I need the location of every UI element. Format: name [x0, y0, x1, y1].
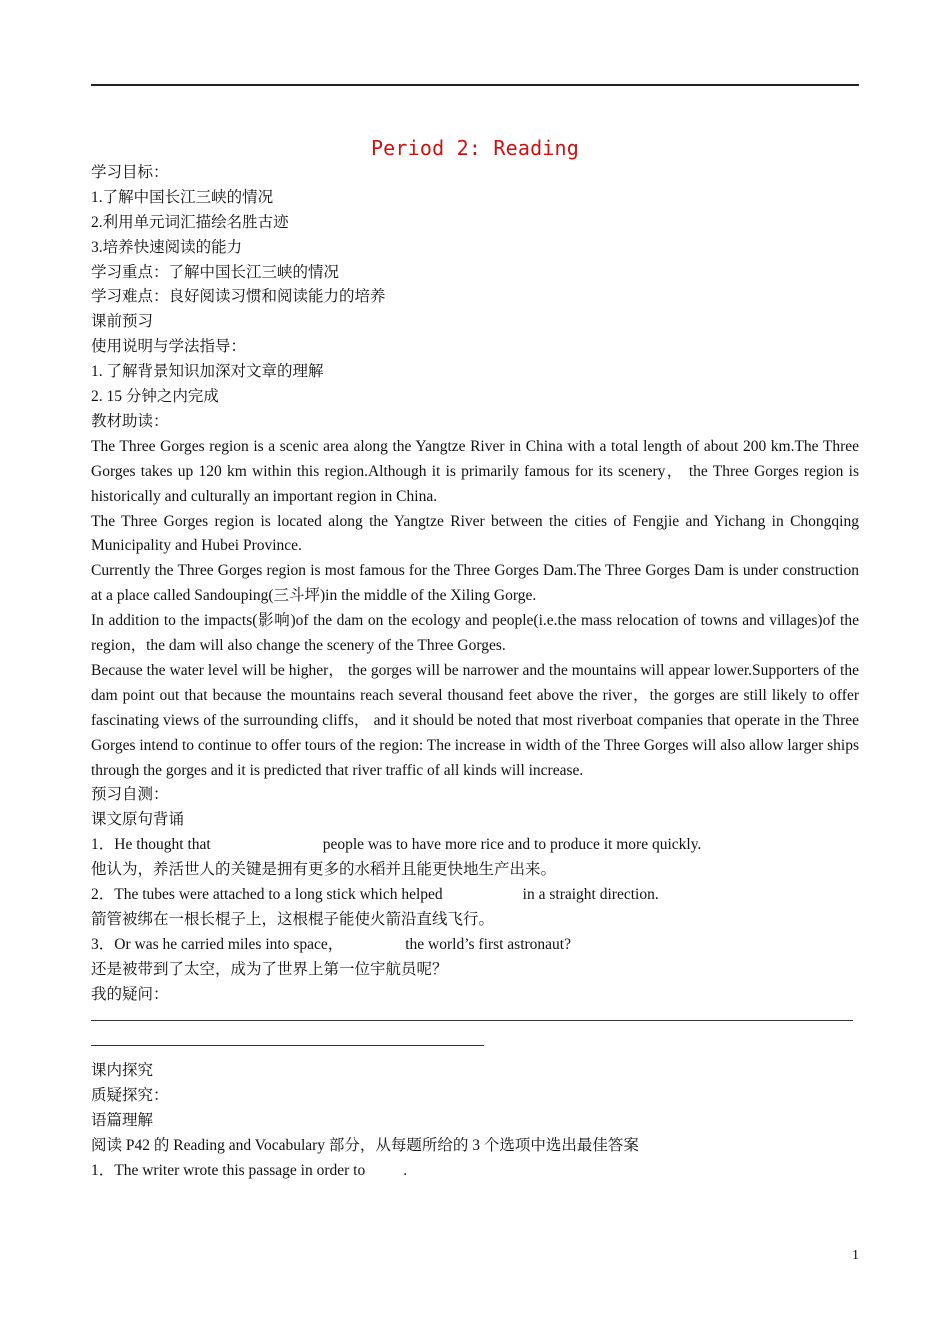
preview-heading: 课前预习	[91, 313, 154, 331]
sentence-2-before: The tubes were attached to a long stick which helped	[114, 886, 443, 904]
paragraph-1: The Three Gorges region is a scenic area along the Yangtze River in China with a total length of about 200 km.The Three Gorges takes up 120 km within this region.Although it is primarily famous for its scenery， the Three Gorges region is historically and culturally an important region in China.	[91, 437, 859, 505]
objective-1: 1.了解中国长江三峡的情况	[91, 188, 274, 206]
question-1-number: 1．	[91, 1161, 115, 1179]
self-test-heading: 预习自测：	[91, 786, 169, 804]
paragraph-2: The Three Gorges region is located along the Yangtze River between the cities of Fengjie and Yichang in Chongqing Municipality and Hubei Province.	[91, 512, 859, 555]
objectives-heading: 学习目标：	[91, 164, 169, 181]
sentence-2	[91, 883, 859, 908]
sentence-3-number: 3．	[91, 935, 115, 953]
page-title: Period 2: Reading	[370, 136, 580, 160]
recitation-heading: 课文原句背诵	[91, 811, 185, 829]
question-1-end: .	[403, 1161, 408, 1179]
inquiry-heading: 质疑探究：	[91, 1087, 169, 1105]
sentence-3-after: the world’s first astronaut?	[405, 935, 571, 953]
reading-aid-heading: 教材助读：	[91, 412, 169, 430]
question-1-text: The writer wrote this passage in order to	[114, 1161, 366, 1179]
comprehension-instructions: 阅读 P42 的 Reading and Vocabulary 部分，从每题所给的 3 个选项中选出最佳答案	[91, 1136, 639, 1154]
question-answer-line-2[interactable]	[91, 1033, 484, 1046]
page-number: 1	[852, 1248, 859, 1263]
sentence-2-number: 2．	[91, 886, 115, 904]
paragraph-4: In addition to the impacts(影响)of the dam on the ecology and people(i.e.the mass relocation of towns and villages)of the region，the dam will also change the scenery of the Three Gorges.	[91, 612, 859, 655]
document-body	[91, 161, 859, 1184]
instruction-1: 1. 了解背景知识加深对文章的理解	[91, 363, 324, 381]
paragraph-3: Currently the Three Gorges region is most famous for the Three Gorges Dam.The Three Gorges Dam is under construction at a place called Sandouping(三斗坪)in the middle of the Xiling Gorge.	[91, 562, 859, 605]
sentence-3	[91, 933, 859, 958]
instructions-heading: 使用说明与学法指导：	[91, 338, 247, 356]
header-rule	[91, 84, 859, 86]
sentence-1-number: 1．	[91, 836, 115, 854]
in-class-heading: 课内探究	[91, 1062, 154, 1080]
question-1	[91, 1159, 859, 1184]
sentence-2-translation: 箭管被绑在一根长棍子上，这根棍子能使火箭沿直线飞行。	[91, 910, 495, 928]
difficult-point: 学习难点：良好阅读习惯和阅读能力的培养	[91, 288, 386, 306]
sentence-1-before: He thought that	[114, 836, 211, 854]
paragraph-5: Because the water level will be higher， the gorges will be narrower and the mountains will appear lower.Supporters of the dam point out that because the mountains reach several thousand feet above the river，the gorges are still likely to offer fascinating views of the surrounding cliffs， and it should be noted that most riverboat companies that operate in the Three Gorges intend to continue to offer tours of the region: The increase in width of the Three Gorges will also allow larger ships through the gorges and it is predicted that river traffic of all kinds will increase.	[91, 661, 859, 779]
sentence-3-translation: 还是被带到了太空，成为了世界上第一位宇航员呢？	[91, 960, 448, 978]
instruction-2: 2. 15 分钟之内完成	[91, 388, 219, 406]
sentence-3-before: Or was he carried miles into space，	[114, 935, 344, 953]
sentence-1-after: people was to have more rice and to produce it more quickly.	[322, 836, 702, 854]
sentence-2-after: in a straight direction.	[522, 886, 659, 904]
objective-3: 3.培养快速阅读的能力	[91, 238, 243, 256]
sentence-1-translation: 他认为，养活世人的关键是拥有更多的水稻并且能更快地生产出来。	[91, 861, 557, 879]
key-point: 学习重点：了解中国长江三峡的情况	[91, 263, 340, 281]
comprehension-heading: 语篇理解	[91, 1112, 154, 1130]
sentence-1	[91, 833, 859, 858]
questions-label: 我的疑问：	[91, 985, 169, 1003]
question-answer-line-1[interactable]	[91, 1008, 853, 1021]
objective-2: 2.利用单元词汇描绘名胜古迹	[91, 213, 289, 231]
